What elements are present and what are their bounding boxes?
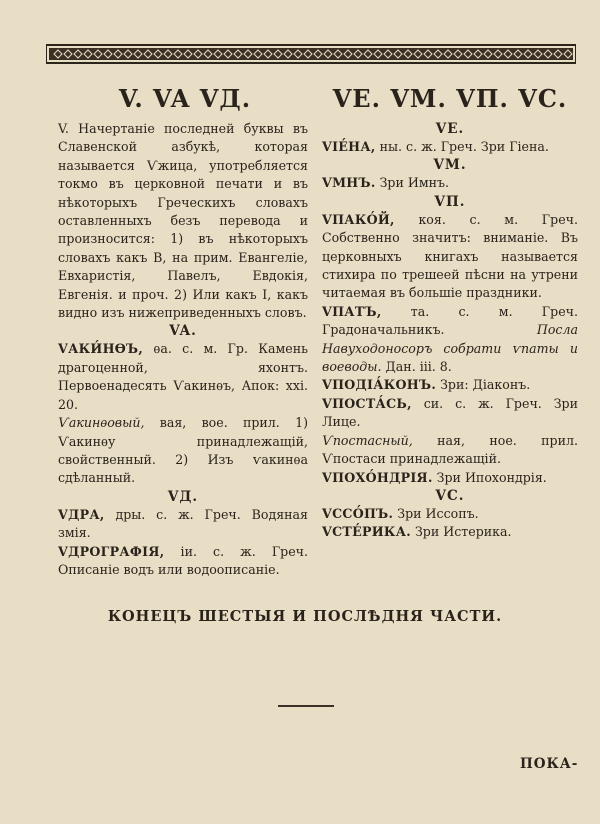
entry-vpat	[322, 303, 578, 377]
entry-definition: Зри Имнъ.	[379, 175, 450, 191]
entry-headword: VПОСТА́СЬ,	[322, 395, 412, 411]
entry-headword: Ѵакинѳовый,	[58, 415, 145, 431]
entry-vakinth	[58, 340, 308, 414]
entry-definition: Зри: Діаконъ.	[440, 377, 531, 393]
entry-reference: Дан. ііі. 8.	[385, 359, 452, 375]
entry-definition: та. с. м. Греч. Градоначальникъ.	[322, 303, 578, 338]
right-column	[322, 120, 578, 542]
entry-headword: VПОДІА́КОНЪ.	[322, 377, 437, 393]
entry-headword: Ѵпостасный,	[322, 432, 413, 448]
section-heading-vm: VМ.	[433, 157, 467, 174]
entry-definition: іи. с. ж. Греч. Описаніе водъ или водоописаніе.	[58, 543, 308, 577]
entry-headword: VДРА,	[58, 506, 105, 522]
entry-vpostasny	[322, 432, 578, 469]
entry-headword: VІЕ́НА,	[322, 139, 376, 154]
section-heading-ve: VЕ.	[435, 121, 465, 137]
entry-viena	[322, 138, 578, 156]
section-heading-vp: VП.	[434, 193, 466, 210]
entry-definition: ная, ное. прил. Ѵпостаси принадлежащій.	[322, 432, 578, 467]
entry-definition: ѳа. с. м. Гр. Камень драгоценной, яхонтъ. Первоенадесять Ѵакинѳъ, Апок: ххі. 20.	[58, 341, 308, 412]
entry-definition: вая, вое. прил. 1) Ѵакинѳу принадлежащій, свойственный. 2) Изъ ѵакинѳа сдѣланный.	[58, 415, 308, 486]
entry-vpodiakon	[322, 376, 578, 394]
right-column-heading: VЕ. VМ. VП. VС.	[332, 84, 568, 113]
intro-paragraph: V. Начертаніе последней буквы въ Славенской азбукѣ, которая называется Ѵжица, употребляется токмо въ церковной печати и въ нѣкоторыхъ Греческихъ словахъ оставленныхъ безъ перевода и произносится: 1) въ нѣкоторыхъ словахъ какъ В, на прим. Евангеліе, Евхаристія, Павелъ, Евдокія, Евгенія. и проч. 2) Или какъ I, какъ видно изъ нижеприведенныхъ словъ.	[58, 121, 308, 321]
closing-rule	[278, 705, 334, 707]
entry-definition: Зри Истерика.	[414, 524, 512, 540]
entry-vdra	[58, 506, 308, 543]
left-column-heading: V. VA VД.	[118, 84, 252, 113]
entry-definition: ны. с. ж. Греч. Зри Гіена.	[379, 139, 549, 154]
entry-quotation: Посла Навуходоносоръ собрати ѵпаты и воеводы.	[322, 322, 578, 375]
entry-headword: VАКИ́НѲЪ,	[58, 341, 144, 357]
entry-vpostas	[322, 395, 578, 432]
entry-definition: коя. с. м. Греч. Собственно значитъ: вниманіе. Въ церковныхъ книгахъ называется стихира по трешеей пѣсни на утрени читаемая въ большіе праздники.	[322, 211, 578, 301]
entry-headword: VПАТЪ,	[322, 303, 382, 319]
catchword: ПОКА-	[520, 756, 579, 772]
entry-vssop	[322, 505, 578, 523]
entry-headword: VДРОГРАФІЯ,	[58, 543, 165, 559]
left-column	[58, 120, 308, 579]
section-heading-vs: VС.	[435, 487, 465, 504]
section-heading-va: VA.	[169, 323, 197, 340]
entry-headword: VПАКО́Й,	[322, 211, 395, 227]
entry-vmn	[322, 174, 578, 192]
entry-definition: дры. с. ж. Греч. Водяная змія.	[58, 506, 308, 541]
entry-definition: Зри Ипохондрія.	[436, 469, 547, 485]
entry-vpohondria	[322, 469, 578, 487]
entry-headword: VПОХО́НДРІЯ.	[322, 469, 433, 485]
entry-vdrografia	[58, 543, 308, 580]
end-of-part-title: КОНЕЦЪ ШЕСТЫЯ И ПОСЛѢДНЯ ЧАСТИ.	[107, 608, 503, 625]
entry-vakinth-adj	[58, 414, 308, 488]
entry-definition: Зри Иссопъ.	[397, 505, 479, 521]
entry-definition: си. с. ж. Греч. Зри Лице.	[322, 395, 579, 430]
entry-headword: VСТЕ́РИКА.	[322, 524, 411, 540]
ornament-border	[46, 44, 576, 64]
entry-vpakoi	[322, 211, 578, 303]
entry-headword: VМНЪ.	[322, 175, 376, 191]
entry-headword: VССО́ПЪ.	[322, 505, 394, 521]
entry-vsterika	[322, 523, 578, 541]
section-heading-vd: VД.	[167, 488, 199, 505]
